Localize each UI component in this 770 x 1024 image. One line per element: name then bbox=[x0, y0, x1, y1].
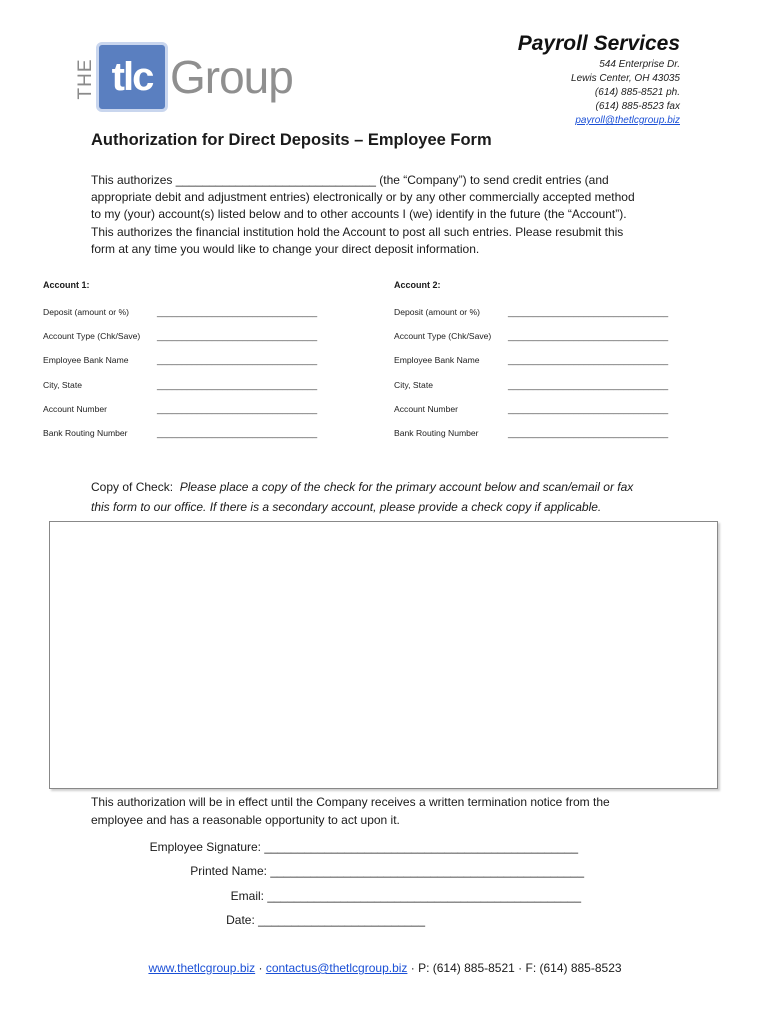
logo-tlc-box: tlc bbox=[96, 42, 168, 112]
account1-deposit-field[interactable]: ________________________________ bbox=[157, 307, 318, 317]
header-title: Payroll Services bbox=[517, 32, 680, 55]
account1-heading: Account 1: bbox=[43, 280, 90, 290]
intro-line: This authorizes the financial institution hold the Account to post all such entries. Please resubmit this bbox=[91, 224, 624, 239]
account2-routing-field[interactable]: ________________________________ bbox=[508, 428, 669, 438]
account1-type-label: Account Type (Chk/Save) bbox=[43, 331, 141, 341]
email-field[interactable]: Email: _______________________________________________ bbox=[230, 889, 581, 903]
logo-group-text: Group bbox=[170, 51, 293, 103]
closing-line: This authorization will be in effect until the Company receives a written termination notice from the bbox=[91, 795, 610, 809]
closing-paragraph bbox=[91, 794, 681, 829]
account1-city-label: City, State bbox=[43, 380, 83, 390]
intro-line: form at any time you would like to change your direct deposit information. bbox=[91, 241, 480, 256]
account1-number-field[interactable]: ________________________________ bbox=[157, 404, 318, 414]
account2-deposit-label: Deposit (amount or %) bbox=[394, 307, 480, 317]
footer-phones: · P: (614) 885-8521 · F: (614) 885-8523 bbox=[407, 961, 622, 975]
account2-type-label: Account Type (Chk/Save) bbox=[394, 331, 492, 341]
account2-number-field[interactable]: ________________________________ bbox=[508, 404, 669, 414]
closing-line: employee and has a reasonable opportunity to act upon it. bbox=[91, 812, 400, 827]
header-address1: 544 Enterprise Dr. bbox=[599, 59, 680, 70]
header-fax: (614) 885-8523 fax bbox=[595, 101, 680, 112]
intro-line: appropriate debit and adjustment entries) electronically or by any other commercially accepted method bbox=[91, 190, 635, 205]
account2-number-label: Account Number bbox=[394, 404, 459, 414]
account2-routing-label: Bank Routing Number bbox=[394, 428, 479, 438]
header-phone: (614) 885-8521 ph. bbox=[594, 87, 680, 98]
account2-heading: Account 2: bbox=[394, 280, 441, 290]
account1-number-label: Account Number bbox=[43, 404, 108, 414]
employee-signature-field[interactable]: Employee Signature: _______________________________________________ bbox=[149, 840, 578, 854]
account2-city-field[interactable]: ________________________________ bbox=[508, 380, 669, 390]
account2-deposit-field[interactable]: ________________________________ bbox=[508, 307, 669, 317]
footer-contact-link[interactable]: contactus@thetlcgroup.biz bbox=[265, 961, 408, 975]
footer-website-link[interactable]: www.thetlcgroup.biz bbox=[148, 961, 256, 975]
account1-type-field[interactable]: ________________________________ bbox=[157, 331, 318, 341]
footer-separator: · bbox=[255, 961, 266, 975]
header-address2: Lewis Center, OH 43035 bbox=[571, 73, 680, 84]
logo-the-text: THE bbox=[75, 58, 96, 100]
intro-line: This authorizes ______________________________ (the “Company”) to send credit entries (and bbox=[91, 173, 609, 187]
check-copy-box[interactable] bbox=[49, 521, 718, 789]
form-title: Authorization for Direct Deposits – Employee Form bbox=[91, 131, 492, 149]
footer bbox=[0, 961, 770, 975]
date-field[interactable]: Date: _________________________ bbox=[226, 913, 425, 927]
account1-bank-label: Employee Bank Name bbox=[43, 355, 129, 365]
check-copy-instructions bbox=[91, 477, 691, 517]
account1-routing-label: Bank Routing Number bbox=[43, 428, 128, 438]
printed-name-field[interactable]: Printed Name: _______________________________________________ bbox=[190, 864, 584, 878]
account1-deposit-label: Deposit (amount or %) bbox=[43, 307, 129, 317]
account1-city-field[interactable]: ________________________________ bbox=[157, 380, 318, 390]
check-copy-label: Copy of Check: bbox=[91, 480, 174, 494]
account2-bank-label: Employee Bank Name bbox=[394, 355, 480, 365]
header-email-link[interactable]: payroll@thetlcgroup.biz bbox=[575, 115, 680, 126]
check-copy-instruction-line: this form to our office. If there is a secondary account, please provide a check copy if applicable. bbox=[91, 500, 602, 514]
intro-line: to my (your) account(s) listed below and to other accounts I (we) identify in the future (the “Account”). bbox=[91, 207, 627, 222]
account2-bank-field[interactable]: ________________________________ bbox=[508, 355, 669, 365]
account2-type-field[interactable]: ________________________________ bbox=[508, 331, 669, 341]
account1-routing-field[interactable]: ________________________________ bbox=[157, 428, 318, 438]
check-copy-instruction-line: Please place a copy of the check for the primary account below and scan/email or fax bbox=[179, 480, 634, 494]
account1-bank-field[interactable]: ________________________________ bbox=[157, 355, 318, 365]
account2-city-label: City, State bbox=[394, 380, 434, 390]
intro-paragraph bbox=[91, 172, 691, 258]
